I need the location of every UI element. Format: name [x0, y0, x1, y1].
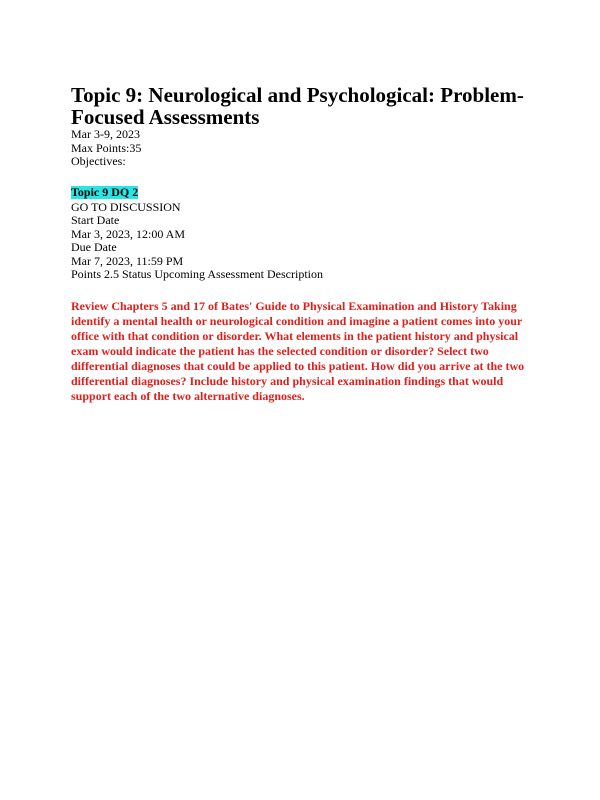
due-date-value: Mar 7, 2023, 11:59 PM — [71, 253, 184, 268]
spacer — [71, 169, 531, 183]
assessment-instructions: Review Chapters 5 and 17 of Bates' Guide to Physical Examination and History Taking identify a mental health or neurological condition and imagine a patient comes into your office with that condition or disorder. What elements in the patient history and physical exam would indicate the patient has the selected condition or disorder? Select two differential diagnoses that could be applied to this patient. How did you arrive at the two differential diagnoses? Include history and physical examination findings that would support each of the two alternative diagnoses. — [71, 298, 525, 403]
date-range: Mar 3-9, 2023 — [71, 127, 140, 141]
due-date-label: Due Date — [71, 240, 117, 254]
points-status-line: Points 2.5 Status Upcoming Assessment Description — [71, 267, 323, 281]
start-date-label: Start Date — [71, 213, 120, 227]
page-title: Topic 9: Neurological and Psychological: Problem-Focused Assessments — [71, 83, 524, 129]
spacer — [71, 282, 531, 299]
go-to-discussion-link[interactable]: GO TO DISCUSSION — [71, 199, 181, 214]
start-date-value: Mar 3, 2023, 12:00 AM — [71, 226, 185, 241]
dq-label-highlight: Topic 9 DQ 2 — [71, 184, 139, 199]
objectives-label: Objectives: — [71, 154, 126, 168]
document-content — [71, 84, 531, 404]
max-points: Max Points:35 — [71, 140, 142, 155]
